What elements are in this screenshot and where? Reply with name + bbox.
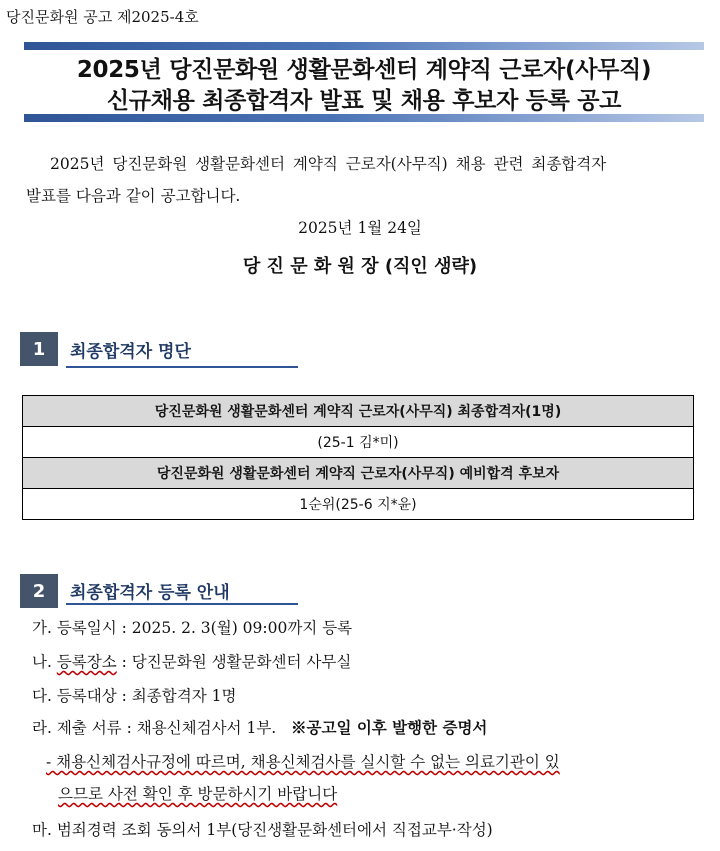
intro-paragraph-line2: 발표를 다음과 같이 공고합니다. xyxy=(26,187,241,205)
section2-title: 최종합격자 등록 안내 xyxy=(70,583,230,603)
section1-number-badge: 1 xyxy=(20,332,58,366)
document-title-line1: 2025년 당진문화원 생활문화센터 계약직 근로자(사무직) xyxy=(76,57,652,83)
documents-text: 라. 제출 서류 : 채용신체검사서 1부. xyxy=(32,719,277,737)
final-passer-value: (25-1 김*미) xyxy=(23,427,694,458)
registration-place-label: 등록장소 xyxy=(56,653,117,671)
documents-note: ※공고일 이후 발행한 증명서 xyxy=(291,718,488,737)
item-registration-datetime: 가. 등록일시 : 2025. 2. 3(월) 09:00까지 등록 xyxy=(32,619,353,637)
announcement-date: 2025년 1월 24일 xyxy=(298,219,422,237)
title-bottom-bar xyxy=(24,114,704,122)
section2-underline xyxy=(66,603,298,605)
documents-subnote-line1 xyxy=(46,750,560,772)
final-passer-header: 당진문화원 생활문화센터 계약직 근로자(사무직) 최종합격자(1명) xyxy=(23,396,694,427)
item-documents xyxy=(32,716,487,738)
intro-paragraph-line1: 2025년 당진문화원 생활문화센터 계약직 근로자(사무직) 채용 관련 최종합격자 xyxy=(50,155,607,173)
results-table xyxy=(22,395,694,520)
section2-number-badge: 2 xyxy=(20,574,58,608)
title-top-bar xyxy=(24,42,704,50)
registration-place-value: : 당진문화원 생활문화센터 사무실 xyxy=(116,653,352,671)
section1-title: 최종합격자 명단 xyxy=(70,342,191,362)
documents-subnote-text2: 으므로 사전 확인 후 방문하시기 바랍니다 xyxy=(58,785,338,803)
documents-subnote-text1: - 채용신체검사규정에 따르며, 채용신체검사를 실시할 수 없는 의료기관이 있 xyxy=(46,753,560,771)
item-prefix: 나. xyxy=(32,653,57,671)
reserve-candidate-value: 1순위(25-6 지*윤) xyxy=(23,489,694,520)
documents-subnote-line2 xyxy=(58,782,337,804)
signer: 당 진 문 화 원 장 (직인 생략) xyxy=(242,256,478,277)
item-registration-place xyxy=(32,650,351,672)
item-criminal-record-consent: 마. 범죄경력 조회 동의서 1부(당진생활문화센터에서 직접교부·작성) xyxy=(32,821,493,839)
document-title-line2: 신규채용 최종합격자 발표 및 채용 후보자 등록 공고 xyxy=(106,88,622,114)
notice-number: 당진문화원 공고 제2025-4호 xyxy=(6,8,199,26)
reserve-candidate-header: 당진문화원 생활문화센터 계약직 근로자(사무직) 예비합격 후보자 xyxy=(23,458,694,489)
section1-underline xyxy=(66,366,298,368)
item-registration-target: 다. 등록대상 : 최종합격자 1명 xyxy=(32,687,237,705)
